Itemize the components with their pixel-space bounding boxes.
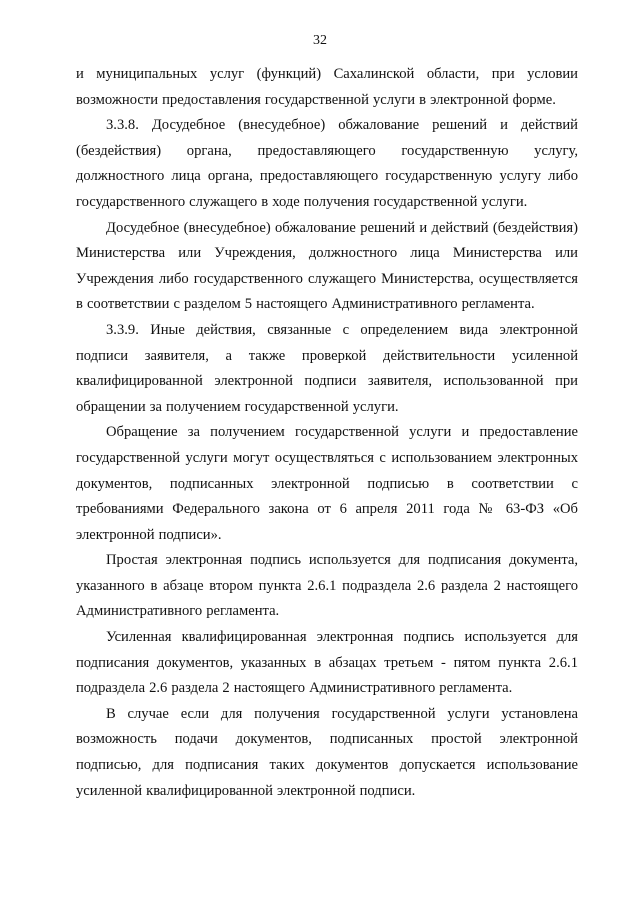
paragraph-3-3-8: 3.3.8. Досудебное (внесудебное) обжалование решений и действий (бездействия) органа, предоставляющего государственную услугу, должностного лица органа, предоставляющего государственную услугу либо государственного служащего в ходе получения государственной услуги.	[76, 117, 578, 210]
paragraph-3-3-9: 3.3.9. Иные действия, связанные с определением вида электронной подписи заявителя, а также проверкой действительности усиленной квалифицированной электронной подписи заявителя, использованной при обращении за получением государственной услуги.	[76, 321, 578, 415]
paragraph-qualified-signature: Усиленная квалифицированная электронная подпись используется для подписания документов, указанных в абзацах третьем - пятом пункта 2.6.1 подраздела 2.6 раздела 2 настоящего Административного регламента.	[76, 629, 578, 697]
paragraph-appeal-ministry: Досудебное (внесудебное) обжалование решений и действий (бездействия) Министерства или Учреждения, должностного лица Министерства или Учреждения либо государственного служащего Министерства, осуществляется в соответствии с разделом 5 настоящего Административного регламента.	[76, 219, 578, 313]
paragraph-signature-option: В случае если для получения государственной услуги установлена возможность подачи документов, подписанных простой электронной подписью, для подписания таких документов допускается использование усиленной квалифицированной электронной подписи.	[76, 705, 578, 799]
paragraph-electronic-documents: Обращение за получением государственной услуги и предоставление государственной услуги могут осуществляться с использованием электронных документов, подписанных электронной подписью в соответствии с требованиями Федерального закона от 6 апреля 2011 года № 63-ФЗ «Об электронной подписи».	[76, 424, 578, 543]
paragraph-simple-signature: Простая электронная подпись используется для подписания документа, указанного в абзаце втором пункта 2.6.1 подраздела 2.6 раздела 2 настоящего Административного регламента.	[76, 552, 578, 620]
paragraph-continuation: и муниципальных услуг (функций) Сахалинской области, при условии возможности предоставления государственной услуги в электронной форме.	[76, 66, 578, 108]
page-number: 32	[313, 33, 327, 48]
document-body	[76, 62, 578, 804]
